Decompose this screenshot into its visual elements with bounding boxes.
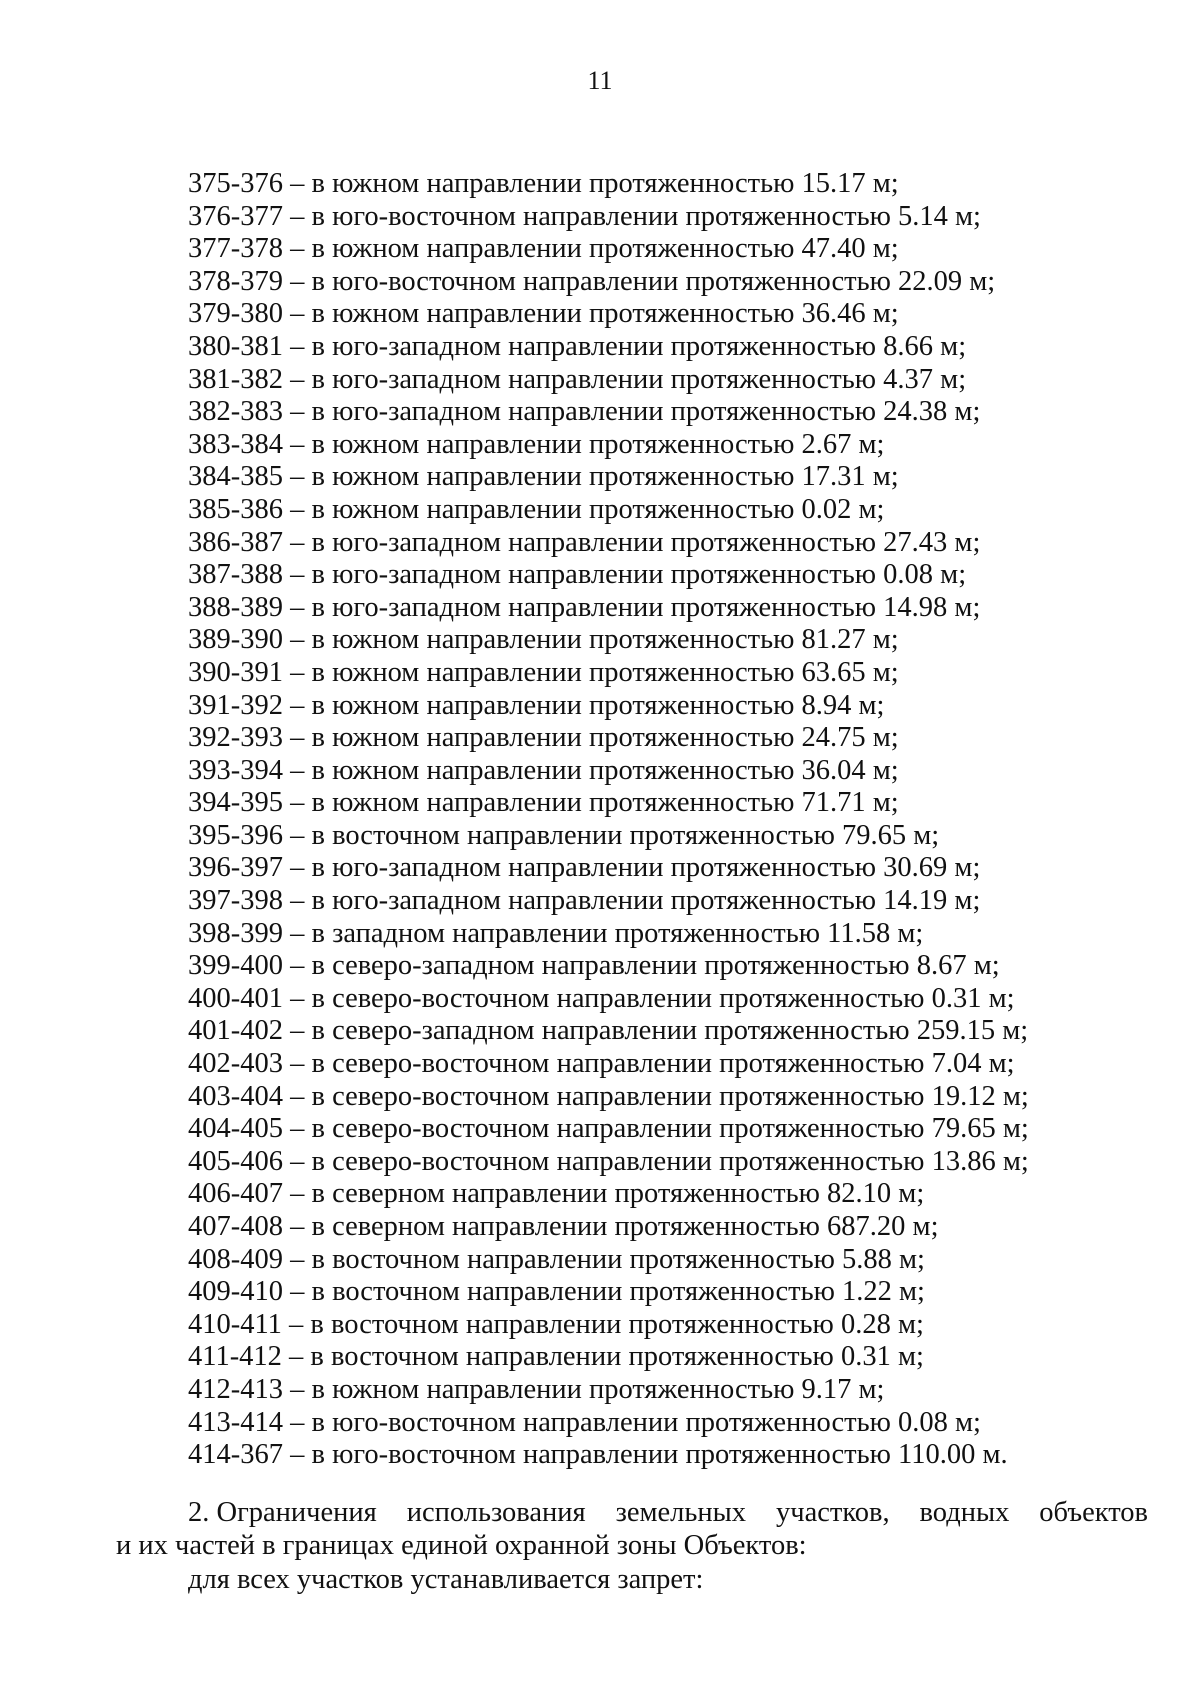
segment-line: 386-387 – в юго-западном направлении протяженностью 27.43 м;	[188, 526, 981, 558]
segment-line: 401-402 – в северо-западном направлении протяженностью 259.15 м;	[188, 1015, 1029, 1047]
segment-line: 394-395 – в южном направлении протяженностью 71.71 м;	[188, 787, 899, 819]
segment-line: 387-388 – в юго-западном направлении протяженностью 0.08 м;	[188, 559, 967, 591]
segment-line: 405-406 – в северо-восточном направлении протяженностью 13.86 м;	[188, 1145, 1029, 1177]
segment-line: 385-386 – в южном направлении протяженностью 0.02 м;	[188, 493, 885, 525]
segment-line: 377-378 – в южном направлении протяженностью 47.40 м;	[188, 233, 899, 265]
segment-line: 404-405 – в северо-восточном направлении протяженностью 79.65 м;	[188, 1113, 1029, 1145]
segment-line: 399-400 – в северо-западном направлении протяженностью 8.67 м;	[188, 950, 1000, 982]
segment-line: 388-389 – в юго-западном направлении протяженностью 14.98 м;	[188, 591, 981, 623]
segment-line: 409-410 – в восточном направлении протяженностью 1.22 м;	[188, 1276, 925, 1308]
segment-line: 407-408 – в северном направлении протяженностью 687.20 м;	[188, 1211, 939, 1242]
paragraph-2-word: объектов	[1039, 1497, 1148, 1528]
segment-line: 398-399 – в западном направлении протяженностью 11.58 м;	[188, 917, 924, 949]
segment-line: 393-394 – в южном направлении протяженностью 36.04 м;	[188, 754, 899, 786]
segment-line: 396-397 – в юго-западном направлении протяженностью 30.69 м;	[188, 852, 981, 884]
segment-line: 406-407 – в северном направлении протяженностью 82.10 м;	[188, 1178, 925, 1210]
paragraph-2	[116, 1497, 1148, 1562]
segment-line: 397-398 – в юго-западном направлении протяженностью 14.19 м;	[188, 885, 981, 917]
segment-line: 411-412 – в восточном направлении протяженностью 0.31 м;	[188, 1341, 924, 1373]
segment-line: 410-411 – в восточном направлении протяженностью 0.28 м;	[188, 1308, 924, 1340]
segment-line: 384-385 – в южном направлении протяженностью 17.31 м;	[188, 461, 899, 493]
segment-line: 375-376 – в южном направлении протяженностью 15.17 м;	[188, 168, 899, 199]
segment-line: 378-379 – в юго-восточном направлении протяженностью 22.09 м;	[188, 265, 996, 297]
segment-line: 389-390 – в южном направлении протяженностью 81.27 м;	[188, 624, 899, 656]
segment-line: 413-414 – в юго-восточном направлении протяженностью 0.08 м;	[188, 1406, 981, 1438]
segment-list	[188, 168, 1148, 1472]
segment-line: 382-383 – в юго-западном направлении протяженностью 24.38 м;	[188, 396, 981, 428]
segment-line: 395-396 – в восточном направлении протяженностью 79.65 м;	[188, 819, 940, 851]
paragraph-2-word: земельных	[615, 1497, 747, 1528]
segment-line: 383-384 – в южном направлении протяженностью 2.67 м;	[188, 428, 885, 460]
segment-line: 380-381 – в юго-западном направлении протяженностью 8.66 м;	[188, 330, 967, 362]
paragraph-2-continuation: и их частей в границах единой охранной зоны Объектов:	[116, 1529, 807, 1561]
segment-line: 414-367 – в юго-восточном направлении протяженностью 110.00 м.	[188, 1439, 1008, 1471]
paragraph-2-first-line	[116, 1497, 1148, 1530]
paragraph-2-word: водных	[919, 1497, 1010, 1528]
segment-line: 402-403 – в северо-восточном направлении протяженностью 7.04 м;	[188, 1048, 1015, 1080]
paragraph-2-word: участков,	[776, 1497, 890, 1528]
paragraph-2-word: использования	[406, 1497, 586, 1528]
paragraph-2-word: 2. Ограничения	[188, 1497, 377, 1528]
segment-line: 379-380 – в южном направлении протяженностью 36.46 м;	[188, 298, 899, 330]
segment-line: 412-413 – в южном направлении протяженностью 9.17 м;	[188, 1373, 885, 1405]
segment-line: 381-382 – в юго-западном направлении протяженностью 4.37 м;	[188, 363, 967, 395]
page-number: 11	[587, 66, 613, 95]
segment-line: 390-391 – в южном направлении протяженностью 63.65 м;	[188, 656, 899, 688]
segment-line: 408-409 – в восточном направлении протяженностью 5.88 м;	[188, 1243, 925, 1275]
segment-line: 391-392 – в южном направлении протяженностью 8.94 м;	[188, 689, 885, 721]
segment-line: 376-377 – в юго-восточном направлении протяженностью 5.14 м;	[188, 200, 981, 232]
segment-line: 400-401 – в северо-восточном направлении протяженностью 0.31 м;	[188, 982, 1015, 1014]
segment-line: 392-393 – в южном направлении протяженностью 24.75 м;	[188, 722, 899, 754]
segment-line: 403-404 – в северо-восточном направлении протяженностью 19.12 м;	[188, 1080, 1029, 1112]
closing-line: для всех участков устанавливается запрет:	[188, 1564, 704, 1595]
